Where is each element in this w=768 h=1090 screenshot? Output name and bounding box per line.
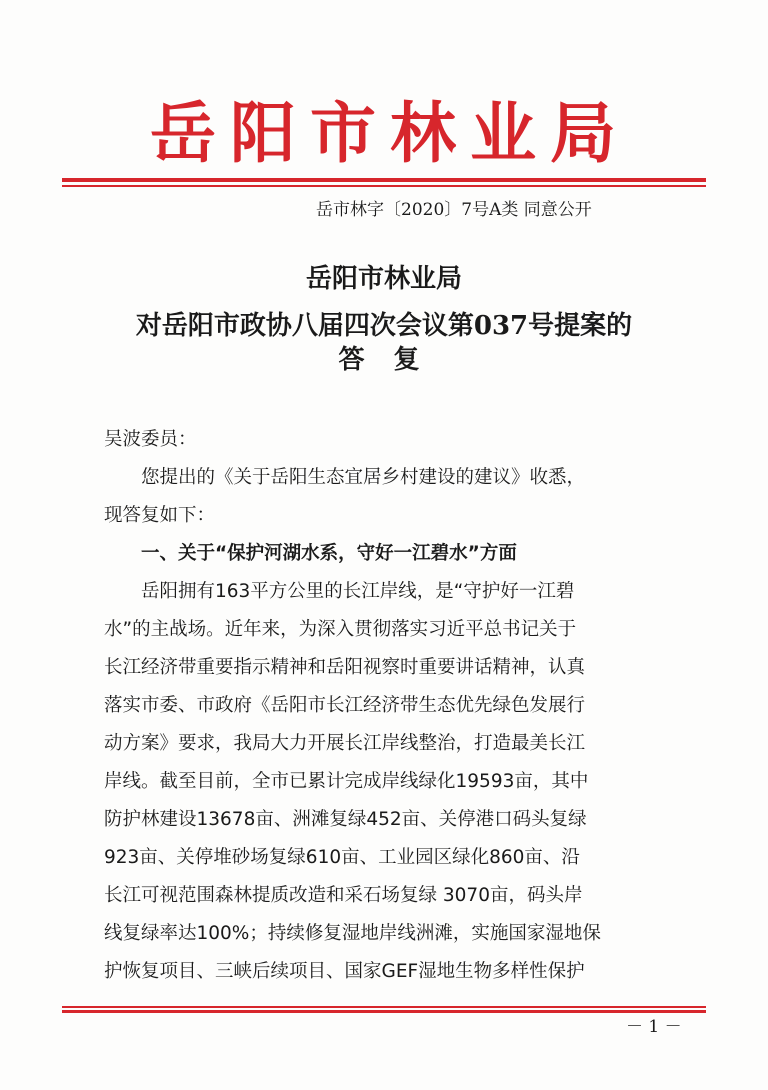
body-line: 水”的主战场。近年来，为深入贯彻落实习近平总书记关于 bbox=[104, 619, 577, 640]
section-heading: 一、关于“保护河湖水系，守好一江碧水”方面 bbox=[104, 543, 517, 564]
body-line: 线复绿率达100%；持续修复湿地岸线洲滩，实施国家湿地保 bbox=[104, 923, 601, 944]
body-line: 您提出的《关于岳阳生态宜居乡村建设的建议》收悉， bbox=[104, 467, 586, 488]
body-line: 落实市委、市政府《岳阳市长江经济带生态优先绿色发展行 bbox=[104, 695, 586, 716]
salutation: 吴波委员： bbox=[104, 429, 197, 450]
masthead-rule-thin bbox=[62, 185, 706, 187]
body-line: 岳阳拥有163平方公里的长江岸线，是“守护好一江碧 bbox=[104, 581, 575, 602]
masthead-org-name: 岳阳市林业局 bbox=[150, 94, 630, 172]
masthead-rule-thick bbox=[62, 178, 706, 182]
footer-rule-thin bbox=[62, 1006, 706, 1008]
footer-rule-thick bbox=[62, 1010, 706, 1013]
body-line: 岸线。截至目前，全市已累计完成岸线绿化19593亩，其中 bbox=[104, 771, 589, 792]
title-line-3: 答 复 bbox=[338, 345, 430, 375]
title-line-1: 岳阳市林业局 bbox=[305, 264, 462, 294]
page-number: － 1 － bbox=[626, 1017, 682, 1037]
body-line: 护恢复项目、三峡后续项目、国家GEF湿地生物多样性保护 bbox=[104, 961, 585, 982]
body-line: 长江经济带重要指示精神和岳阳视察时重要讲话精神，认真 bbox=[104, 657, 586, 678]
body-line: 防护林建设13678亩、洲滩复绿452亩、关停港口码头复绿 bbox=[104, 809, 587, 830]
body-line: 923亩、关停堆砂场复绿610亩、工业园区绿化860亩、沿 bbox=[104, 847, 580, 868]
body-line: 长江可视范围森林提质改造和采石场复绿 3070亩，码头岸 bbox=[104, 885, 583, 906]
document-number: 岳市林字〔2020〕7号A类 同意公开 bbox=[316, 200, 592, 220]
body-line: 现答复如下： bbox=[104, 505, 216, 526]
title-line-2: 对岳阳市政协八届四次会议第037号提案的 bbox=[135, 311, 633, 341]
body-line: 动方案》要求，我局大力开展长江岸线整治，打造最美长江 bbox=[104, 733, 586, 754]
